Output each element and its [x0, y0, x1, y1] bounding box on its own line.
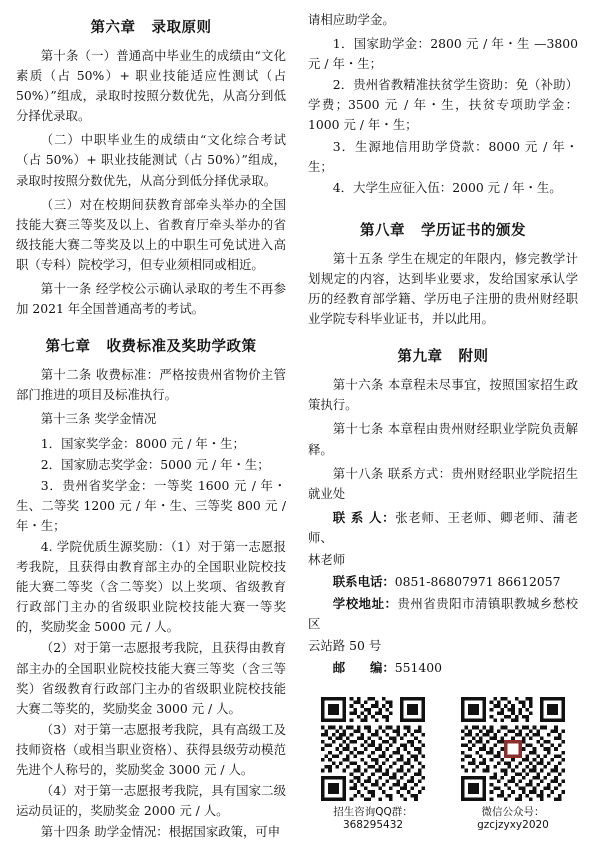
- aid-item-2: 2．贵州省教精准扶贫学生资助：免（补助）学费；3500 元 / 年・生，扶贫专项助学金：1000 元 / 年・生；: [308, 77, 578, 133]
- scholarship-item-3: 3．贵州省奖学金：一等奖 1600 元 / 年・生、二等奖 1200 元 / 年・生、三等奖 800 元 / 年・生；: [16, 477, 286, 533]
- chapter-9-heading: [308, 345, 578, 366]
- article-12-para: 第十二条 收费标准：严格按贵州省物价主管部门推进的项目及标准执行。: [16, 367, 286, 403]
- aid-item-1: 1．国家助学金：2800 元 / 年・生 —3800 元 / 年・生；: [308, 36, 578, 72]
- scholarship-item-2: 2．国家励志奖学金：5000 元 / 年・生；: [40, 456, 270, 472]
- article-10-para-3: （三）对在校期间获教育部牵头举办的全国技能大赛三等奖及以上、省教育厅牵头举办的省级技能大赛二等奖及以上的中职生可免试进入高职（专科）院校学习，但专业须相同或相近。: [16, 196, 286, 272]
- article-15-para: 第十五条 学生在规定的年限内，修完教学计划规定的内容，达到毕业要求，发给国家承认学历的经教育部学籍、学历电子注册的贵州财经职业学院专科毕业证书，并以此用。: [308, 250, 578, 327]
- qq-group-qr-caption: 招生咨询QQ群：368295432: [333, 805, 413, 832]
- chapter-7-number: 第七章: [45, 338, 91, 356]
- article-10-para-2: （二）中职毕业生的成绩由“文化综合考试（占 50%）+ 职业技能测试（占 50%）”组成，录取时按照分数优先，从高分到低分择优录取。: [16, 132, 286, 188]
- scholarship-item-4: 4. 学院优质生源奖励：（1）对于第一志愿报考我院，且获得由教育部主办的全国职业院校技能大赛二等奖（含二等奖）以上奖项、省级教育行政部门主办的省级职业院校技能大赛一等奖的，奖励奖金 5000 元 / 人。: [16, 538, 286, 635]
- qr-code-section: [308, 697, 578, 833]
- article-13-para: 第十三条 奖学金情况: [40, 411, 157, 427]
- chapter-8-number: 第八章: [360, 221, 405, 239]
- wechat-qr-caption: 微信公众号：gzcjzyxy2020: [477, 805, 549, 832]
- chapter-6-number: 第六章: [90, 19, 136, 36]
- contact-phone-label: 联系电话：: [332, 574, 395, 590]
- chapter-6-title: 录取原则: [151, 19, 212, 36]
- contact-phone-value: 0851-86807971 86612057: [394, 574, 561, 590]
- aid-item-4: 4．大学生应征入伍：2000 元 / 年・生。: [332, 179, 562, 195]
- contact-address-line: [308, 594, 578, 634]
- continuation-text: 请相应助学金。: [308, 12, 395, 27]
- scholarship-item-6: （3）对于第一志愿报考我院，具有高级工及技师资格（或相当职业资格）、获得县级劳动模范先进个人称号的，奖励奖金 3000 元 / 人。: [16, 721, 286, 777]
- article-10-para-1: 第十条（一）普通高中毕业生的成绩由“文化素质（占 50%）+ 职业技能适应性测试（占 50%）”组成，录取时按照分数优先，从高分到低分择优录取。: [16, 48, 286, 124]
- scholarship-item-1: 1．国家奖学金：8000 元 / 年・生；: [40, 435, 245, 451]
- contact-address-value: 贵州省贵阳市清镇职教城乡愁校区: [308, 596, 579, 632]
- chapter-7-heading: [16, 335, 286, 356]
- article-16-para: 第十六条 本章程未尽事宜，按照国家招生政策执行。: [308, 377, 578, 413]
- right-column: [308, 10, 578, 845]
- left-column: [16, 10, 286, 845]
- scholarship-item-5: （2）对于第一志愿报考我院，且获得由教育部主办的全国职业院校技能大赛三等奖（含三等奖）省级教育行政部门主办的省级职业院校技能大赛二等奖的，奖励奖金 3000 元 / 人。: [16, 640, 286, 716]
- aid-item-3: 3．生源地信用助学贷款：8000 元 / 年・生；: [308, 138, 578, 174]
- contact-phone-line: [308, 572, 578, 592]
- scholarship-item-7: （4）对于第一志愿报考我院，具有国家二级运动员证的，奖励奖金 2000 元 / 人。: [16, 783, 286, 819]
- wechat-qr-item: [449, 697, 577, 833]
- two-column-layout: [16, 10, 584, 845]
- chapter-9-number: 第九章: [397, 348, 443, 366]
- chapter-6-heading: [16, 16, 286, 37]
- contact-person-label: 联 系 人：: [332, 509, 396, 525]
- chapter-8-title: 学历证书的颁发: [421, 221, 526, 239]
- article-18-para: 第十八条 联系方式：贵州财经职业学院招生就业处: [308, 465, 578, 501]
- contact-address-line-cont: 云站路 50 号: [308, 638, 382, 654]
- chapter-7-title: 收费标准及奖助学政策: [106, 338, 257, 356]
- chapter-8-heading: [308, 219, 578, 240]
- qq-group-qr-icon: [321, 697, 425, 801]
- contact-person-line-cont: 林老师: [308, 551, 346, 567]
- article-17-para: 第十七条 本章程由贵州财经职业学院负责解释。: [308, 421, 578, 457]
- qq-group-qr-item: [309, 697, 437, 833]
- article-11-para: 第十一条 经学校公示确认录取的考生不再参加 2021 年全国普通高考的考试。: [16, 281, 286, 317]
- wechat-qr-icon: [461, 697, 565, 801]
- contact-postcode-label: 邮 编：: [332, 660, 395, 676]
- contact-person-line: [308, 508, 578, 548]
- contact-postcode-value: 551400: [394, 660, 443, 676]
- contact-postcode-line: [308, 658, 578, 678]
- contact-address-label: 学校地址：: [332, 596, 398, 612]
- article-14-para: 第十四条 助学金情况：根据国家政策，可申: [40, 824, 281, 840]
- contact-person-value: 张老师、王老师、卿老师、蒲老师、: [308, 509, 578, 545]
- chapter-9-title: 附则: [458, 348, 489, 366]
